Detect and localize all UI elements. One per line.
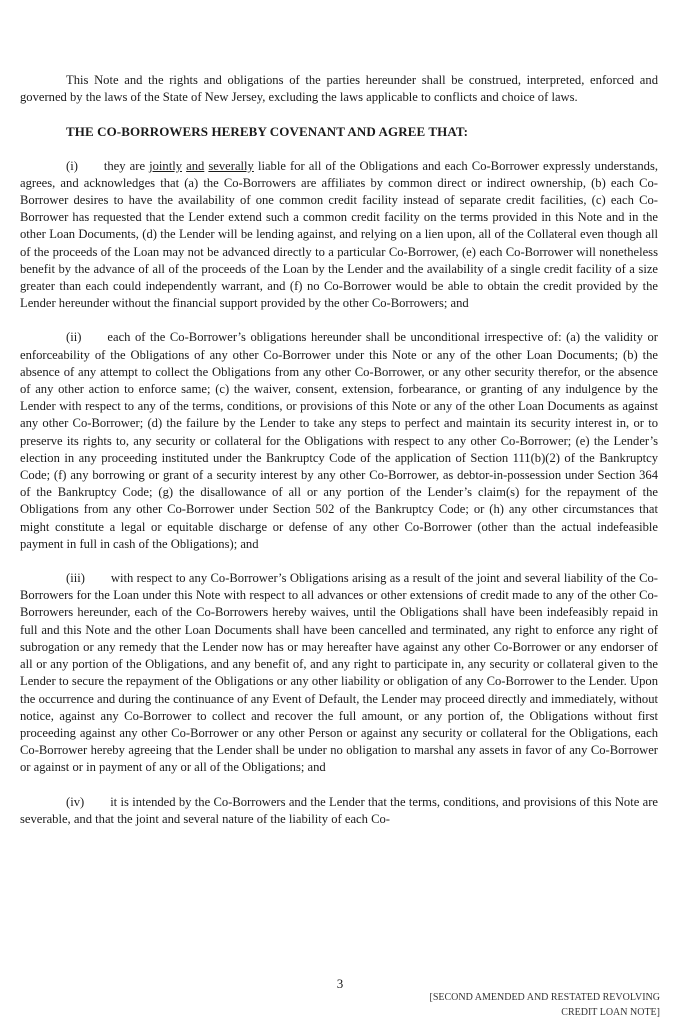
clause-iv-number: (iv) [66,794,85,809]
document-body [20,72,658,845]
underlined-jointly: jointly [149,158,183,173]
clause-i-lead: they are [103,158,150,173]
covenant-heading: THE CO-BORROWERS HEREBY COVENANT AND AGREE THAT: [66,124,469,140]
clause-i-number: (i) [66,158,78,173]
underlined-and: and [186,158,205,173]
governing-law-paragraph: This Note and the rights and obligations of the parties hereunder shall be construed, interpreted, enforced and governed by the laws of the State of New Jersey, excluding the laws applicable to conflicts and choice of laws. [20,73,658,105]
clause-ii-number: (ii) [66,330,82,345]
footer-tag-line-1: [SECOND AMENDED AND RESTATED REVOLVING [429,992,660,1003]
clause-iv-text: it is intended by the Co-Borrowers and the Lender that the terms, conditions, and provisions of this Note are severable, and that the joint and several nature of the liability of each Co- [20,794,658,826]
clause-ii-text: each of the Co-Borrower’s obligations hereunder shall be unconditional irrespective of: (a) the validity or enforceability of the Obligations of any other Co-Borrower under this Note or any of the other Loan Documents; (b) the absence of any attempt to collect the Obligations from any other Co-Borrower, or any other security therefor, or the absence of any other action to enforce same; (c) the waiver, consent, extension, forbearance, or granting of any indulgence by the Lender with respect to any of the terms, conditions, or provisions of this Note or any of the other Loan Documents as against any other Co-Borrower; (d) the failure by the Lender to take any steps to perfect and maintain its security interest in, or to preserve its rights to, any security or collateral for the Obligations with respect to any other Co-Borrower; (e) the Lender’s election in any proceeding instituted under the Bankruptcy Code of the application of Section 111(b)(2) of the Bankruptcy Code; (f) any borrowing or grant of a security interest by any other Co-Borrower, as debtor-in-possession under Section 364 of the Bankruptcy Code; (g) the disallowance of all or any portion of the Lender’s claim(s) for the repayment of the Obligations from any other Co-Borrower under Section 502 of the Bankruptcy Code; or (h) any other circumstances that might constitute a legal or equitable discharge or defense of any other Co-Borrower (other than the actual indefeasible payment in full in cash of the Obligations); and [20,330,658,551]
page-number: 3 [336,976,344,991]
clause-iii [20,570,658,776]
clause-i-text: liable for all of the Obligations and each Co-Borrower expressly understands, agrees, and acknowledges that (a) the Co-Borrowers are affiliates by common direct or indirect ownership, (b) each Co-Borrower desires to have the availability of one common credit facility instead of separate credit facilities, (c) each Co-Borrower has requested that the Lender extend such a common credit facility on the terms provided in this Note and in the other Loan Documents, (d) the Lender will be lending against, and relying on a lien upon, all of the Collateral even though all of the proceeds of the Loan may not be advanced directly to a particular Co-Borrower, (e) each Co-Borrower will nonetheless benefit by the advance of all of the proceeds of the Loan by the Lender and the availability of a single credit facility of a size greater than each could independently warrant, and (f) no Co-Borrower would be able to obtain the credit provided by the Lender hereunder without the financial support provided by the other Co-Borrowers; and [20,158,658,311]
clause-iii-number: (iii) [66,571,85,586]
clause-iii-text: with respect to any Co-Borrower’s Obligations arising as a result of the joint and several liability of the Co-Borrowers for the Loan under this Note with respect to all advances or other extensions of credit made to any of the other Co-Borrowers hereunder, each of the Co-Borrowers hereby waives, until the Obligations shall have been indefeasibly repaid in full and this Note and the other Loan Documents shall have been cancelled and terminated, any right to enforce any right of subrogation or any remedy that the Lender now has or may hereafter have against any other Co-Borrower or any endorser of all or any portion of the Obligations, and any benefit of, and any right to participate in, any security or collateral given to the Lender to secure the repayment of the Obligations or any other liability or obligation of any Co-Borrower to the Lender. Upon the occurrence and during the continuance of any Event of Default, the Lender may proceed directly and immediately, without notice, against any Co-Borrower to collect and recover the full amount, or any portion of, the Obligations without first proceeding against any other Co-Borrower or any other Person or against any security or collateral for the Obligations, each Co-Borrower hereby agreeing that the Lender shall be under no obligation to marshal any assets in favor of any Co-Borrower or against or in payment of any or all of the Obligations; and [20,571,658,775]
underlined-severally: severally [208,158,254,173]
footer-tag-line-2: CREDIT LOAN NOTE] [561,1007,660,1018]
clause-ii [20,329,658,553]
document-footer-tag [360,990,660,1020]
clause-i [20,158,658,313]
clause-iv [20,794,658,828]
